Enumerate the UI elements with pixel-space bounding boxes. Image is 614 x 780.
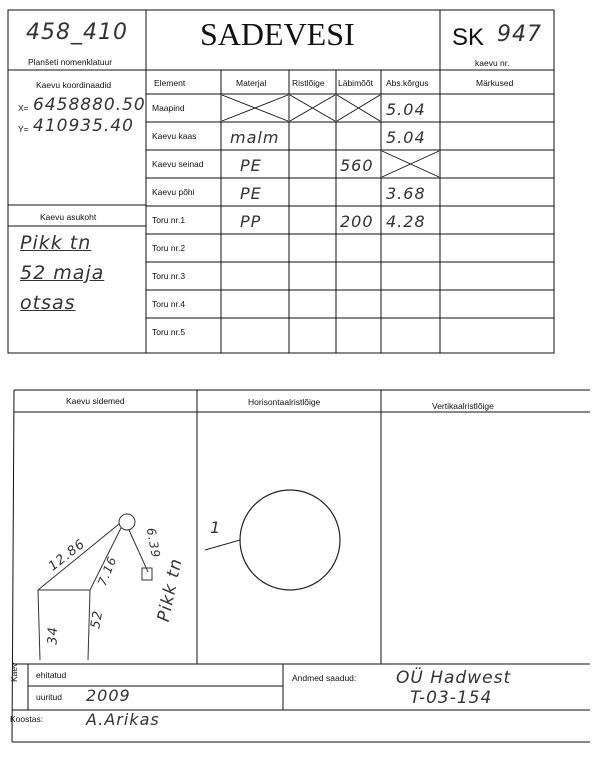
cell-height: 3.68 <box>386 184 426 203</box>
built-label: ehitatud <box>36 670 67 680</box>
vertical-section-label: Vertikaalristlõige <box>432 401 494 411</box>
row-element: Kaevu seinad <box>152 159 204 169</box>
row-element: Toru nr.2 <box>152 243 186 253</box>
cell-height: 4.28 <box>386 212 426 231</box>
location-line-2: 52 maja <box>20 262 105 284</box>
nomenclature-value: 458_410 <box>26 20 128 45</box>
nomenclature-label: Planšeti nomenklatuur <box>28 57 113 67</box>
row-element: Toru nr.3 <box>152 271 186 281</box>
cell-material: malm <box>230 128 280 147</box>
row-element: Toru nr.1 <box>152 215 186 225</box>
surveyed-year: 2009 <box>86 686 131 705</box>
cell-height: 5.04 <box>386 128 426 147</box>
pipe-number: 1 <box>210 518 222 537</box>
cell-material: PE <box>240 156 262 175</box>
kaev-label: Kaev <box>9 662 19 682</box>
row-element: Kaevu põhi <box>152 187 195 197</box>
well-plan-circle <box>240 490 340 590</box>
col-header-notes: Märkused <box>476 78 514 88</box>
cell-diameter: 200 <box>340 212 374 231</box>
col-header-height: Abs.kõrgus <box>386 78 429 88</box>
x-coordinate: 6458880.50 <box>33 95 146 115</box>
data-source-company: OÜ Hadwest <box>396 668 512 688</box>
col-header-element: Element <box>154 78 186 88</box>
row-element: Kaevu kaas <box>152 131 197 141</box>
coords-label: Kaevu koordinaadid <box>36 80 112 90</box>
page-title: SADEVESI <box>200 16 355 52</box>
data-source-code: T-03-154 <box>410 688 493 708</box>
compiled-by-label: Koostas: <box>10 714 44 724</box>
cell-diameter: 560 <box>340 156 374 175</box>
row-element: Maapind <box>152 103 185 113</box>
row-element: Toru nr.5 <box>152 327 186 337</box>
sketch-dim-2: 7.16 <box>95 554 120 588</box>
location-line-1: Pikk tn <box>20 232 92 254</box>
surveyed-label: uuritud <box>36 692 62 702</box>
sketch-dim-1: 12.86 <box>45 536 89 575</box>
well-no-label: kaevu nr. <box>475 58 510 68</box>
cell-material: PP <box>240 212 262 231</box>
pipe-line <box>205 540 240 550</box>
y-coordinate: 410935.40 <box>33 116 134 136</box>
cell-material: PE <box>240 184 262 203</box>
sketch-dim-3: 6.39 <box>143 526 163 560</box>
x-prefix: X= <box>18 103 29 113</box>
sketch-dim-5: 34 <box>45 625 62 646</box>
compiled-by-value: A.Arikas <box>86 710 160 729</box>
well-code-prefix: SK <box>452 24 485 51</box>
col-header-diameter: Läbimõõt <box>338 78 373 88</box>
horizontal-section-label: Horisontaalristlõige <box>248 397 321 407</box>
row-element: Toru nr.4 <box>152 299 186 309</box>
sketch-street-name: Pikk tn <box>153 556 187 624</box>
sketch-dim-4: 52 <box>88 609 107 630</box>
location-line-3: otsas <box>20 292 76 314</box>
col-header-material: Materjal <box>236 78 267 88</box>
data-source-label: Andmed saadud: <box>292 673 357 683</box>
cell-height: 5.04 <box>386 100 426 119</box>
col-header-section: Ristlõige <box>292 78 325 88</box>
sidemed-label: Kaevu sidemed <box>66 396 125 406</box>
y-prefix: Y= <box>18 124 29 134</box>
location-label: Kaevu asukoht <box>40 212 97 222</box>
well-code-number: 947 <box>497 22 542 47</box>
